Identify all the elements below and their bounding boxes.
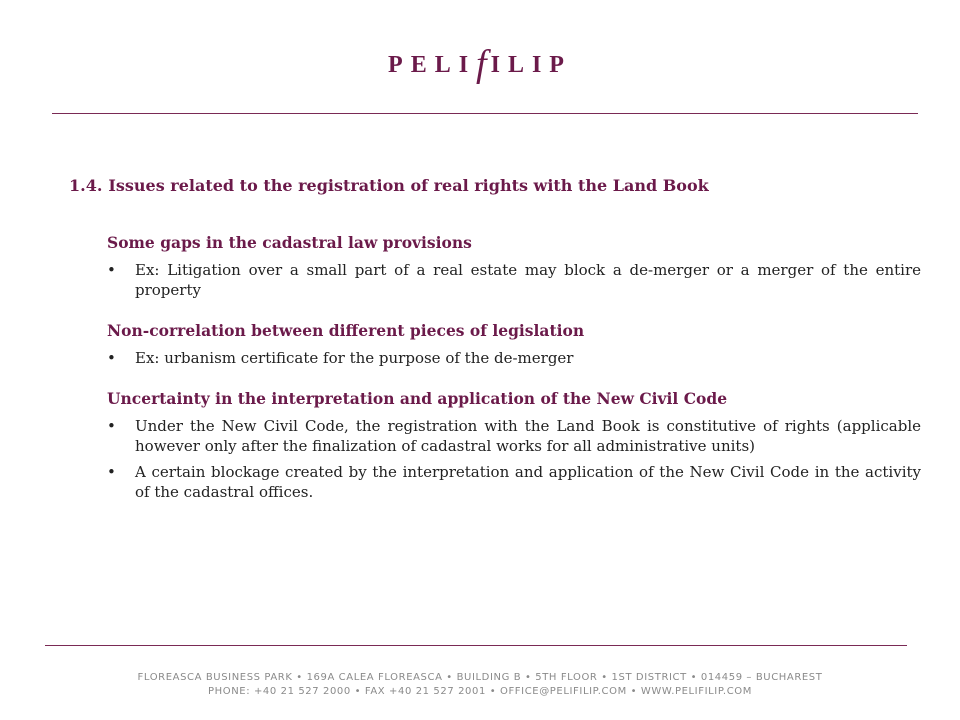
logo-f-glyph: f — [476, 43, 491, 85]
issue-group-cadastral-gaps — [107, 233, 921, 300]
bullet-text: Ex: urbanism certificate for the purpose of the de-merger — [135, 349, 574, 367]
logo-text-left: PELI — [388, 52, 477, 78]
bullet-item — [107, 462, 921, 502]
issue-group-non-correlation — [107, 321, 921, 368]
footer-divider — [45, 645, 907, 646]
company-logo — [0, 38, 960, 85]
bullet-dot: • — [107, 463, 116, 481]
bullet-dot: • — [107, 261, 116, 279]
bullet-text: A certain blockage created by the interpretation and application of the New Civil Code in the activity of the cadastral offices. — [135, 463, 921, 501]
section-title — [69, 176, 709, 195]
slide-content — [107, 233, 921, 523]
bullet-item — [107, 260, 921, 300]
section-title-text: Issues related to the registration of real rights with the Land Book — [108, 176, 709, 195]
bullet-item — [107, 348, 921, 368]
footer-address: FLOREASCA BUSINESS PARK • 169A CALEA FLOREASCA • BUILDING B • 5TH FLOOR • 1ST DISTRICT • 014459 – BUCHAREST — [137, 672, 823, 683]
issue-heading: Some gaps in the cadastral law provisions — [107, 233, 472, 252]
footer-contact: PHONE: +40 21 527 2000 • FAX +40 21 527 2001 • OFFICE@PELIFILIP.COM • WWW.PELIFILIP.COM — [207, 686, 752, 697]
section-number: 1.4. — [69, 176, 103, 195]
bullet-dot: • — [107, 349, 116, 367]
issue-heading: Non-correlation between different pieces of legislation — [107, 321, 585, 340]
issue-heading: Uncertainty in the interpretation and application of the New Civil Code — [107, 389, 728, 408]
issue-group-uncertainty — [107, 389, 921, 502]
bullet-text: Ex: Litigation over a small part of a real estate may block a de-merger or a merger of the entire property — [135, 261, 921, 299]
logo-text-right: ILIP — [490, 52, 572, 78]
bullet-dot: • — [107, 417, 116, 435]
bullet-item — [107, 416, 921, 456]
bullet-text: Under the New Civil Code, the registration with the Land Book is constitutive of rights (applicable however only after the finalization of cadastral works for all administrative units) — [135, 417, 921, 455]
header-divider — [52, 113, 918, 114]
